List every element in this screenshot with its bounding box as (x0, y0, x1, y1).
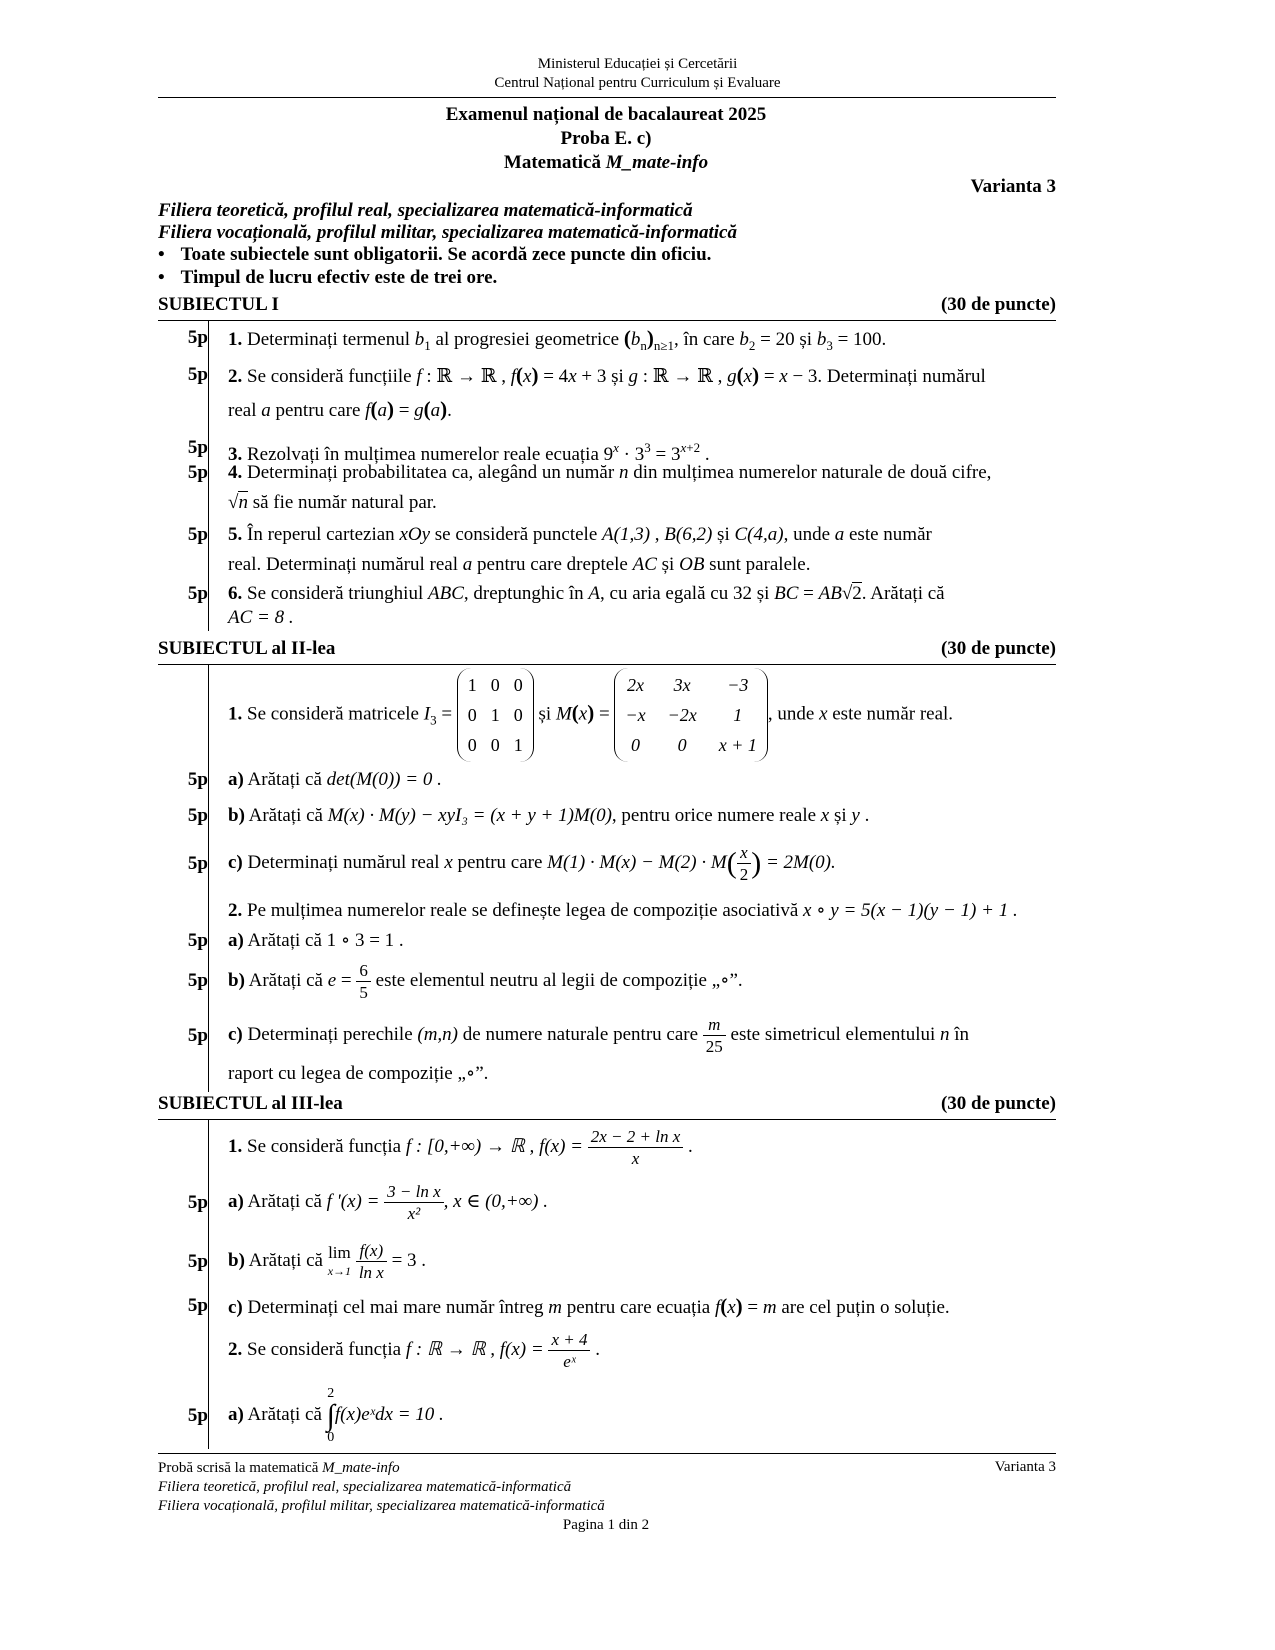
points-s2-1c: 5p (187, 853, 208, 874)
section-3-title: SUBIECTUL al III-lea (158, 1093, 343, 1114)
matrix-i3: 1 0 0 0 1 0 0 0 1 (457, 668, 534, 762)
s1-question-3: 3. Rezolvați în mulțimea numerelor reale ecuația $9^x \cdot 3^3 = 3^{x+2}$ . (228, 440, 710, 465)
section-3-vrule (208, 1119, 209, 1449)
footer-line-3: Filiera vocațională, profilul militar, specializarea matematică-informatică (158, 1498, 605, 1514)
s2-question-2b: b) Arătați că e = $\frac{6}{5}$ este elementul neutru al legii de compoziție „∘”. (228, 961, 743, 1003)
s1-question-5-cont: real. Determinați numărul real a pentru care dreptele AC și OB sunt paralele. (228, 554, 811, 575)
intro-line-2: Filiera vocațională, profilul militar, specializarea matematică-informatică (158, 222, 737, 243)
footer-line-2: Filiera teoretică, profilul real, specializarea matematică-informatică (158, 1479, 572, 1495)
s1-question-6: 6. Se consideră triunghiul ABC, dreptunghic în A, cu aria egală cu 32 și BC = AB√2. Arătați că (228, 583, 945, 604)
section-3-rule (158, 1119, 1056, 1120)
section-2-title: SUBIECTUL al II-lea (158, 638, 336, 659)
s1-question-1: 1. Determinați termenul $b_1$ al progresiei geometrice $(b_n)_{n\ge 1}$, în care $b_2 = 20$ și $b_3 = 100$. (228, 326, 887, 353)
section-2-rule (158, 664, 1056, 665)
points-s1-q6: 5p (187, 583, 208, 604)
ministry-name: Ministerul Educației și Cercetării (537, 56, 738, 72)
points-s3-1a: 5p (187, 1192, 208, 1213)
section-1-points: (30 de puncte) (940, 294, 1056, 315)
section-2-points: (30 de puncte) (940, 638, 1056, 659)
points-s3-1b: 5p (187, 1251, 208, 1272)
s1-question-2-cont: real a pentru care f(a) = g(a). (228, 397, 452, 421)
section-1-title: SUBIECTUL I (158, 294, 279, 315)
points-s2-2b: 5p (187, 970, 208, 991)
footer-variant: Varianta 3 (994, 1459, 1056, 1475)
exam-title: Examenul național de bacalaureat 2025 (445, 104, 767, 125)
s3-question-1: 1. Se consideră funcția f : [0,+∞) → ℝ , f(x) = $\frac{\text{2x − 2 + ln x}}{x}$ . (228, 1127, 693, 1169)
s2-question-2a: a) Arătați că 1 ∘ 3 = 1 . (228, 930, 404, 951)
matrix-m: 2x 3x −3 −x −2x 1 0 0 x + 1 (614, 668, 767, 762)
s2-question-2: 2. Pe mulțimea numerelor reale se definește legea de compoziție asociativă x ∘ y = 5(x − 1)(y − 1) + 1 . (228, 900, 1018, 921)
points-s2-2a: 5p (187, 930, 208, 951)
points-s2-2c: 5p (187, 1025, 208, 1046)
s1-question-4: 4. Determinați probabilitatea ca, alegând un număr n din mulțimea numerelor naturale de două cifre, (228, 462, 992, 483)
s2-question-2c-cont: raport cu legea de compoziție „∘”. (228, 1063, 489, 1084)
points-s1-q1: 5p (187, 327, 208, 348)
footer-page-number: Pagina 1 din 2 (562, 1517, 650, 1533)
section-1-rule (158, 320, 1056, 321)
variant-label: Varianta 3 (970, 176, 1056, 197)
points-s1-q5: 5p (187, 524, 208, 545)
points-s3-1c: 5p (187, 1295, 208, 1316)
intro-line-1: Filiera teoretică, profilul real, specializarea matematică-informatică (158, 200, 693, 221)
header-rule (158, 97, 1056, 98)
s3-question-1b: b) Arătați că lim x→1 $\frac{f(x)}{\text{ln x}}$ = 3 . (228, 1241, 427, 1283)
points-s3-2a: 5p (187, 1405, 208, 1426)
s2-question-1c: c) Determinați numărul real x pentru care M(1) · M(x) − M(2) · M( $\frac{x}{2}$ ) = 2M(0). (228, 843, 836, 885)
points-s1-q2: 5p (187, 364, 208, 385)
footer-rule (158, 1453, 1056, 1454)
s2-question-1b: b) Arătați că M(x) · M(y) − xyI₃ = (x + y + 1)M(0), pentru orice numere reale x și y . (228, 805, 870, 826)
exam-subject: Matematică M_mate-info (503, 152, 709, 173)
s3-question-1c: c) Determinați cel mai mare număr întreg m pentru care ecuația f(x) = m are cel puțin o soluție. (228, 1294, 950, 1318)
footer-line-1: Probă scrisă la matematică M_mate-info (158, 1460, 400, 1476)
s1-question-4-cont: √n să fie număr natural par. (228, 492, 437, 513)
section-2-vrule (208, 664, 209, 1092)
section-1-vrule (208, 320, 209, 631)
s1-question-5: 5. În reperul cartezian xOy se consideră punctele A(1,3) , B(6,2) și C(4,a), unde a este număr (228, 524, 932, 545)
s3-question-2a: a) Arătați că 2 ∫ 0f(x)eˣdx = 10 . (228, 1385, 444, 1445)
points-s1-q3: 5p (187, 437, 208, 458)
s2-question-2c: c) Determinați perechile (m,n) de numere naturale pentru care $\frac{m}{25}$ este simetricul elementului n în (228, 1015, 970, 1057)
s2-question-1a: a) Arătați că det(M(0)) = 0 . (228, 769, 442, 790)
points-s1-q4: 5p (187, 462, 208, 483)
intro-bullet-1: • Toate subiectele sunt obligatorii. Se acordă zece puncte din oficiu. (158, 244, 712, 265)
intro-bullet-2: • Timpul de lucru efectiv este de trei ore. (158, 267, 498, 288)
center-name: Centrul Național pentru Curriculum și Evaluare (494, 75, 781, 91)
points-s2-1a: 5p (187, 769, 208, 790)
s3-question-2: 2. Se consideră funcția f : ℝ → ℝ , f(x) = $\frac{x + 4}{\text{eˣ}}$ . (228, 1330, 600, 1372)
s2-question-1: 1. Se consideră matricele $I_3$ = 1 0 0 0 1 0 0 0 1 și M(x) = 2x 3x −3 −x −2x 1 0 0 x + 1 , unde x este număr real. (228, 668, 1108, 758)
points-s2-1b: 5p (187, 805, 208, 826)
s3-question-1a: a) Arătați că f '(x) = $\frac{\text{3 − ln x}}{\text{x²}}$ , x ∈ (0,+∞) . (228, 1182, 548, 1224)
s1-question-2: 2. Se consideră funcțiile f : ℝ → ℝ , f(x) = 4x + 3 și g : ℝ → ℝ , g(x) = x − 3. Determinați numărul (228, 363, 986, 387)
section-3-points: (30 de puncte) (940, 1093, 1056, 1114)
exam-proba: Proba E. c) (560, 128, 652, 149)
s1-question-6-cont: AC = 8 . (228, 607, 294, 628)
